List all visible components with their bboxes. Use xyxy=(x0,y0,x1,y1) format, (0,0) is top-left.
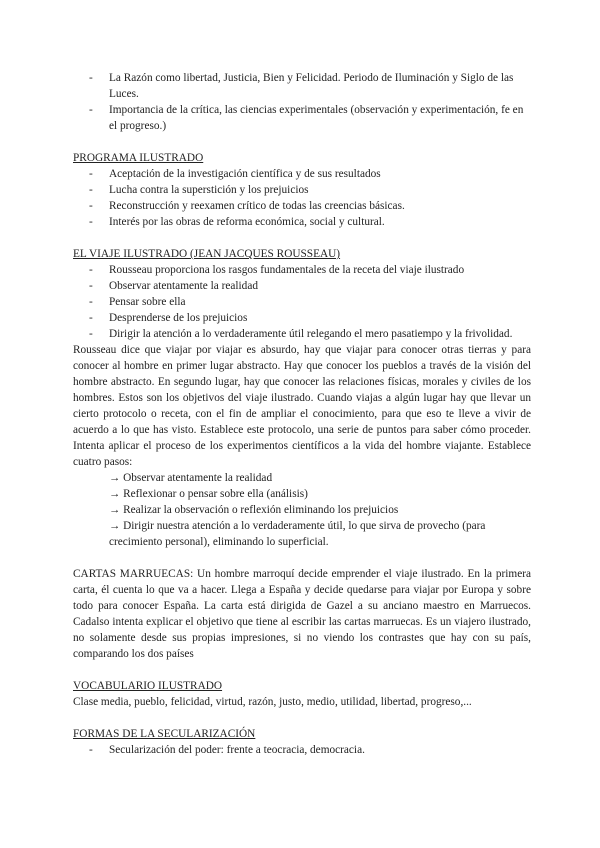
list-item: - Desprenderse de los prejuicios xyxy=(89,312,248,324)
list-item: - Lucha contra la superstición y los prejuicios xyxy=(89,184,309,196)
list-item: - Interés por las obras de reforma económica, social y cultural. xyxy=(89,216,385,228)
vocabulario-heading: VOCABULARIO ILUSTRADO xyxy=(73,680,223,692)
step-item: → Observar atentamente la realidad xyxy=(109,472,273,484)
intro-list xyxy=(73,70,531,134)
step-item: → Dirigir nuestra atención a lo verdaderamente útil, lo que sirva de provecho (para crecimiento personal), eliminando lo superficial. xyxy=(109,520,486,548)
list-item: - Reconstrucción y reexamen crítico de todas las creencias básicas. xyxy=(89,200,405,212)
list-item: - Secularización del poder: frente a teocracia, democracia. xyxy=(89,744,365,756)
list-item: - Aceptación de la investigación científica y de sus resultados xyxy=(89,168,381,180)
viaje-steps xyxy=(73,470,531,550)
viaje-heading: EL VIAJE ILUSTRADO (JEAN JACQUES ROUSSEAU) xyxy=(73,248,341,260)
list-item: - Observar atentamente la realidad xyxy=(89,280,258,292)
list-item: - Dirigir la atención a lo verdaderamente útil relegando el mero pasatiempo y la frivolidad. xyxy=(89,328,513,340)
vocabulario-text: Clase media, pueblo, felicidad, virtud, razón, justo, medio, utilidad, libertad, progreso,... xyxy=(73,696,472,708)
step-item: → Reflexionar o pensar sobre ella (análisis) xyxy=(109,488,308,500)
viaje-list xyxy=(73,262,531,342)
list-item: - Pensar sobre ella xyxy=(89,296,186,308)
programa-list xyxy=(73,166,531,230)
formas-list xyxy=(73,742,531,758)
list-item: - Rousseau proporciona los rasgos fundamentales de la receta del viaje ilustrado xyxy=(89,264,465,276)
document-page xyxy=(73,70,531,758)
list-item: - La Razón como libertad, Justicia, Bien y Felicidad. Periodo de Iluminación y Siglo de las Luces. xyxy=(89,72,514,100)
list-item: - Importancia de la crítica, las ciencias experimentales (observación y experimentación, fe en el progreso.) xyxy=(89,104,524,132)
step-item: → Realizar la observación o reflexión eliminando los prejuicios xyxy=(109,504,399,516)
viaje-paragraph: Rousseau dice que viajar por viajar es absurdo, hay que viajar para conocer otras tierras y para conocer al hombre en primer lugar abstracto. Hay que conocer los pueblos a través de la visión del hombre abstracto. En segundo lugar, hay que conocer las relaciones físicas, morales y civiles de los hombres. Estos son los objetivos del viaje ilustrado. Cuando viajas a algún lugar hay que llevar un cierto protocolo o receta, con el fin de ampliar el conocimiento, para que eso te lleve a vivir de acuerdo a lo que has visto. Establece este protocolo, una serie de puntos para saber cómo proceder. Intenta aplicar el proceso de los experimentos científicos a la vida del hombre viajante. Establece cuatro pasos: xyxy=(73,344,531,468)
cartas-paragraph: CARTAS MARRUECAS: Un hombre marroquí decide emprender el viaje ilustrado. En la primera carta, él cuenta lo que va a hacer. Llega a España y decide quedarse para viajar por Europa y sobre todo para conocer España. La carta está dirigida de Gazel a su anciano maestro en Marruecos. Cadalso intenta explicar el objetivo que tiene al escribir las cartas marruecas. Es un viajero ilustrado, no solamente desde sus propias impresiones, si no viendo los contrastes que hay con su país, comparando los dos países xyxy=(73,568,531,660)
formas-heading: FORMAS DE LA SECULARIZACIÓN xyxy=(73,728,256,740)
programa-heading: PROGRAMA ILUSTRADO xyxy=(73,152,204,164)
